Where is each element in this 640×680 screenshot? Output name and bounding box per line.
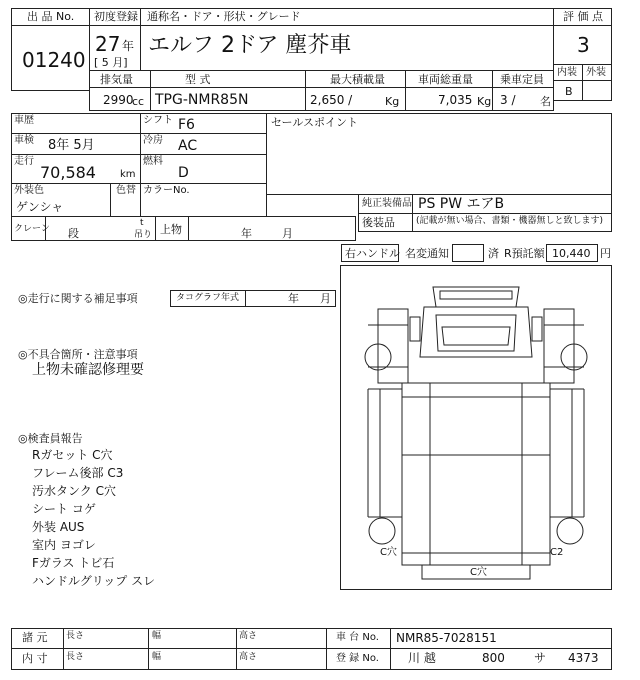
first-reg-year: 27 (95, 32, 121, 56)
grade-label: 評 価 点 (563, 10, 603, 23)
inspector-item: Rガセット C穴 (32, 448, 113, 462)
recycle-deposit: 10,440 (552, 247, 591, 260)
right-hand-label: 右ハンドル (345, 247, 400, 260)
name-change-box (452, 244, 484, 262)
footer-divider-1 (63, 628, 64, 670)
std-equipment-label: 純正装備品 (362, 198, 412, 209)
upper-label: 上物 (160, 223, 182, 236)
footer-divider-5 (390, 628, 391, 670)
inspection-label: 車検 (14, 135, 34, 146)
first-reg-month: [ 5 月] (94, 56, 128, 69)
gross-weight: 7,035 (438, 93, 473, 107)
shift-value: F6 (178, 117, 195, 133)
color-change-label: 色替 (116, 185, 136, 196)
first-reg-year-unit: 年 (122, 39, 135, 53)
height-label: 高さ (239, 631, 258, 641)
recycle-deposit-label: R預託額 (504, 247, 545, 260)
defects-title: ◎不具合箇所・注意事項 (18, 348, 138, 361)
displacement: 2990 (103, 93, 134, 107)
std-equipment-value: PS PW エアB (418, 196, 505, 212)
details-line-2 (11, 154, 267, 155)
length-label: 長さ (66, 631, 85, 641)
fuel-value: D (178, 165, 189, 181)
footer-mid-line (11, 648, 612, 649)
mileage-unit: km (120, 169, 136, 180)
ac-label: 冷房 (143, 135, 163, 146)
registration-number: 4373 (568, 651, 599, 665)
tachograph-month-unit: 月 (320, 292, 331, 305)
max-load: 2,650 / (310, 93, 353, 107)
width-label: 幅 (152, 652, 162, 662)
driving-notes-title: ◎走行に関する補足事項 (18, 292, 138, 305)
registration-region: 川 越 (408, 651, 436, 665)
accessories-label: 後装品 (362, 216, 395, 229)
inspector-item: ハンドルグリップ スレ (32, 574, 156, 588)
recycle-unit: 円 (600, 247, 611, 260)
tachograph-label: タコグラフ年式 (176, 293, 240, 303)
history-label: 車歴 (14, 115, 34, 126)
footer-divider-4 (326, 628, 327, 670)
shift-label: シフト (143, 115, 173, 126)
int-ext-value-box (553, 80, 612, 101)
specs-row-label: 諸 元 (22, 631, 48, 644)
crane-hanging-label: 吊り (134, 230, 153, 240)
exterior-color-value: ゲンシャ (16, 200, 64, 214)
capacity-label: 乗車定員 (500, 73, 544, 86)
registration-label: 登 録 No. (336, 653, 379, 664)
crane-stage-unit: 段 (68, 227, 79, 240)
name-change-label: 名変通知 (405, 247, 449, 260)
displacement-label: 排気量 (100, 73, 133, 86)
details-color-divider (110, 183, 111, 217)
inspector-item: フレーム後部 C3 (32, 466, 124, 480)
chassis-label: 車 台 No. (336, 632, 379, 643)
gross-weight-label: 車両総重量 (418, 73, 473, 86)
inspector-item: 室内 ヨゴレ (32, 538, 96, 552)
damage-mark-left-rear: C穴 (380, 547, 397, 558)
height-label: 高さ (239, 652, 258, 662)
lot-number-label: 出 品 No. (27, 10, 75, 23)
accessories-note: (記載が無い場合、書類・機器無しと致します) (416, 216, 604, 226)
upper-month-unit: 月 (282, 227, 293, 240)
crane-divider-2 (155, 216, 156, 241)
inspector-item: 外装 AUS (32, 520, 85, 534)
details-mid-divider (140, 113, 141, 217)
lot-number: 01240 (22, 48, 86, 72)
details-line-3 (11, 183, 267, 184)
damage-mark-rear: C穴 (470, 567, 487, 578)
first-reg-label: 初度登録 (94, 10, 138, 23)
width-label: 幅 (152, 631, 162, 641)
inspector-item: 汚水タンク C穴 (32, 484, 116, 498)
tachograph-divider (245, 290, 246, 307)
inner-dim-row-label: 内 寸 (22, 652, 48, 665)
inspector-item: Fガラス トビ石 (32, 556, 115, 570)
capacity-unit: 名 (540, 95, 551, 108)
vehicle-name-label: 通称名・ドア・形状・グレード (147, 10, 301, 23)
vehicle-name: エルフ 2ドア 塵芥車 (148, 33, 352, 58)
crane-row (11, 216, 356, 241)
crane-label: クレーン (14, 224, 50, 234)
fuel-label: 燃料 (143, 156, 163, 167)
ac-value: AC (178, 138, 198, 154)
exterior-color-label: 外装色 (14, 185, 44, 196)
length-label: 長さ (66, 652, 85, 662)
selling-points-label: セールスポイント (271, 116, 359, 129)
capacity: 3 / (500, 93, 516, 107)
model-code: TPG-NMR85N (155, 92, 249, 108)
interior-grade-label: 内装 (557, 67, 577, 78)
truck-body-diagram (340, 265, 612, 590)
mileage-label: 走行 (14, 156, 34, 167)
crane-divider-3 (188, 216, 189, 241)
damage-mark-right-rear: C2 (550, 547, 564, 558)
color-code-label: カラーNo. (143, 185, 190, 196)
registration-kana: サ (534, 651, 547, 665)
inspector-report-title: ◎検査員報告 (18, 432, 83, 445)
defect-item: 上物未確認修理要 (32, 362, 144, 378)
upper-year-unit: 年 (241, 227, 252, 240)
tachograph-year-unit: 年 (288, 292, 299, 305)
max-load-label: 最大積載量 (330, 73, 385, 86)
footer-divider-3 (236, 628, 237, 670)
interior-grade: B (565, 85, 573, 98)
exterior-grade-label: 外装 (586, 67, 606, 78)
recycle-done-label: 済 (488, 247, 499, 260)
spec-label-row (89, 70, 554, 88)
registration-class: 800 (482, 651, 505, 665)
inspection-value: 8年 5月 (48, 138, 95, 153)
displacement-unit: cc (132, 95, 145, 108)
footer-table (11, 628, 612, 670)
gross-weight-unit: Kg (477, 95, 492, 108)
crane-ton-unit: t (140, 218, 144, 228)
model-label: 型 式 (185, 73, 211, 86)
footer-divider-2 (148, 628, 149, 670)
mileage-value: 70,584 (40, 163, 96, 182)
grade: 3 (577, 33, 590, 57)
max-load-unit: Kg (385, 95, 400, 108)
inspector-item: シート コゲ (32, 502, 96, 516)
chassis-number: NMR85-7028151 (396, 631, 497, 645)
details-line-1 (11, 133, 267, 134)
